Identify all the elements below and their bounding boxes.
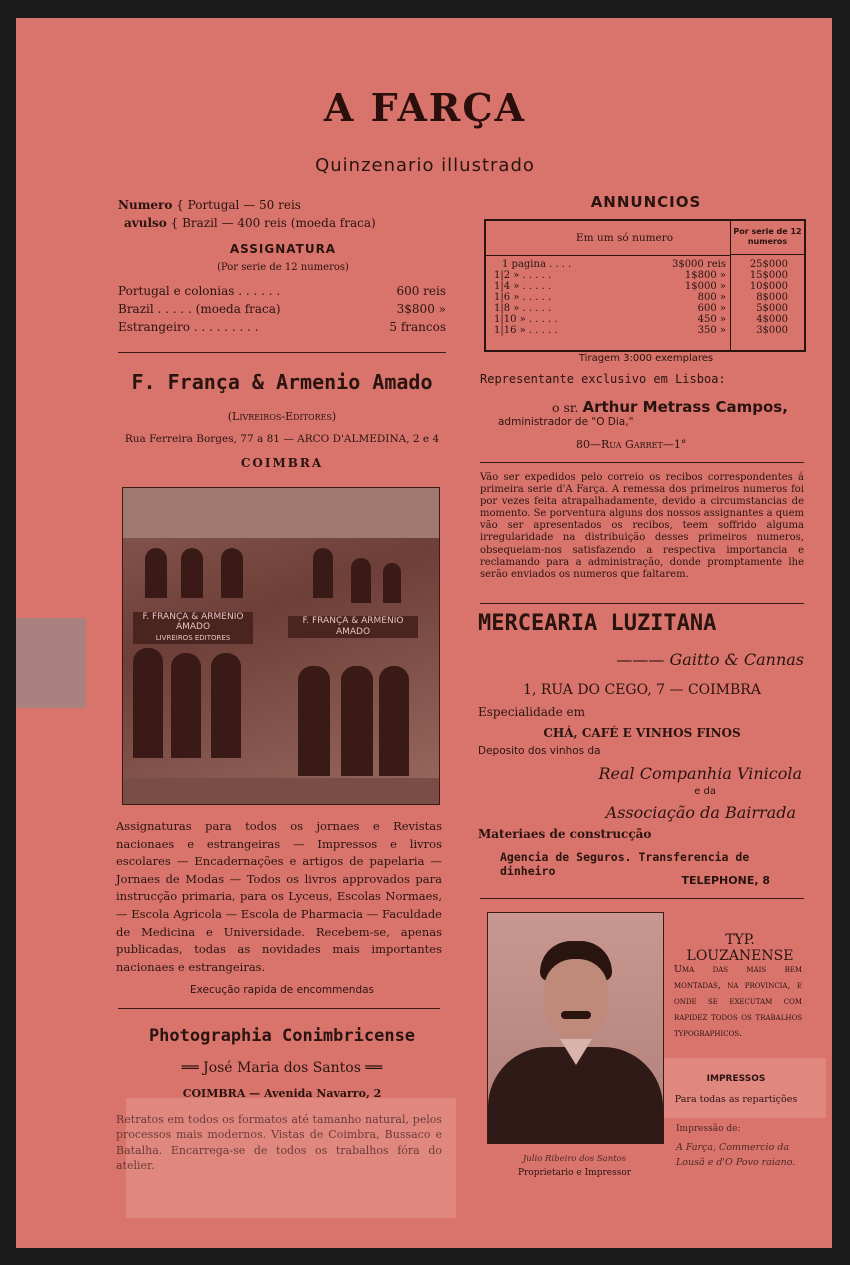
photo-sign: F. FRANÇA & ARMENIO AMADO [133,612,253,632]
mercearia-owners [560,650,804,669]
mercearia-esp: Especialidade em [478,705,586,719]
page-title: A FARÇA [323,85,527,130]
cell-size: 1|2 » . . . . . [494,270,552,281]
table-row [486,303,804,314]
photo-street [123,778,439,804]
paper-stain [656,1058,826,1118]
assignatura-row [118,284,446,298]
divider [480,603,804,604]
photo-window [145,548,167,598]
photo-arch [298,666,330,776]
photo-arch [379,666,409,776]
photographia-owner [118,1060,446,1076]
portrait-caption-role: Proprietario e Impressor [517,1168,632,1178]
owners: Gaitto & Cannas [669,650,804,669]
photo-window [351,558,371,603]
mercearia-materiaes: Materiaes de construcção [478,827,652,841]
franca-services-text: Assignaturas para todos os jornaes e Revistas nacionaes e estrangeiras — Impressos e livros escolares — Encadernações e artigos de papelaria — Jornaes de Modas — Todos os livros approvados para instrucção primaria, para os Lyceus, Escolas Normaes, — Escola Agricola — Escola de Pharmacia — Faculdade de Medicina e Universidade. Recebem-se, apenas publicadas, todas as novidades mais importantes nacionaes e estrangeiras. [116,819,442,974]
row-value: 600 reis [396,284,446,298]
mercearia-assoc: Associação da Bairrada [605,803,796,822]
rep-prefix: o sr. [552,400,579,415]
table-row [486,292,804,303]
cell-size: 1|8 » . . . . . [494,303,552,314]
cell-size: 1|16 » . . . . . [494,325,558,336]
cell-serie: 5$000 [756,303,788,314]
deco-rule: ══ [181,1060,204,1076]
assignatura-row [118,320,446,334]
mercearia-tel: TELEPHONE, 8 [681,874,770,887]
row-label: Estrangeiro . . . . . . . . . [118,320,259,334]
table-row [486,325,804,336]
annuncios-heading: ANNUNCIOS [590,193,702,211]
page-subtitle: Quinzenario illustrado [315,155,535,176]
photo-window [383,563,401,603]
typ-imp-de: Impressão de: [676,1124,741,1134]
cell-one: 600 » [697,303,726,314]
portrait-moustache [561,1011,591,1019]
table-head-left [486,221,731,256]
cell-one: 800 » [697,292,726,303]
divider [118,1008,440,1009]
col-header: Em um só numero [576,232,674,244]
mercearia-name: MERCEARIA LUZITANA [478,611,717,636]
photo-window [181,548,203,598]
cell-one: 1$000 » [684,281,726,292]
cell-size: 1|6 » . . . . . [494,292,552,303]
table-body [486,259,804,336]
numero-brazil: Brazil — 400 reis (moeda fraca) [182,216,376,230]
photographia-text: Retratos em todos os formatos até tamanho natural, pelos processos mais modernos. Vistas de Coimbra, Bussaco e Batalha. Encarrega-se de todos os trabalhos fóra do atelier. [116,1113,442,1172]
divider [480,462,804,463]
typ-name: TYP. LOUZANENSE [686,932,794,964]
photo-arch [133,648,163,758]
table-row [486,259,804,270]
photo-arch [341,666,373,776]
row-value: 5 francos [389,320,446,334]
table-row [486,270,804,281]
cell-serie: 15$000 [749,270,788,281]
cell-one: 3$000 reis [671,259,726,270]
cell-serie: 3$000 [756,325,788,336]
photo-arch [211,653,241,758]
annuncios-table [484,219,806,352]
rep-name: Arthur Metrass Campos, [582,398,788,416]
numero-label: Numero [118,198,173,212]
row-label: Portugal e colonias . . . . . . [118,284,281,298]
representante-line2 [552,398,812,416]
aviso-text: Vão ser expedidos pelo correio os recibos correspondentes á primeira serie d'A Farça. A remessa dos primeiros numeros foi por vezes feita atrapalhadamente, devido a circumstancias de momento. Se porventura alguns dos nossos assignantes a quem vão ser apresentados os recibos, teem soffrido alguma irregularidade na distribuição desses primeiros numeros, obsequeiam-nos satisfazendo a respectiva importancia e reclamando para a administração, donde promptamente lhe serão enviados os numeros que faltarem. [480,472,804,580]
paper-tear [16,618,86,708]
deco-rule: ══ [360,1060,383,1076]
row-value: 3$800 » [396,302,446,316]
bookshop-photo [122,487,440,805]
franca-name: F. França & Armenio Amado [131,370,433,394]
portrait-photo [487,912,664,1144]
table-row [486,314,804,325]
franca-role: (Livreiros-Editores) [227,410,337,423]
photo-sky [123,488,439,538]
avulso-label: avulso [124,216,167,230]
photo-sign: LIVREIROS EDITORES [133,632,253,644]
owner-name: José Maria dos Santos [203,1060,361,1076]
mercearia-agencia: Agencia de Seguros. Transferencia de dinheiro [500,850,750,878]
representante-address: 80—Rua Garret—1° [576,438,687,451]
cell-serie: 25$000 [749,259,788,270]
divider [480,898,804,899]
cell-one: 450 » [697,314,726,325]
portrait-face [544,959,608,1037]
photographia-name: Photographia Conimbricense [148,1026,416,1046]
cell-size: 1|10 » . . . . . [494,314,558,325]
assignatura-list [118,284,446,334]
cell-size: 1 pagina . . . . [502,259,572,270]
representante-line3: administrador de "O Dia," [498,416,634,428]
photographia-address: COIMBRA — Avenida Navarro, 2 [182,1087,382,1100]
representante-line1: Representante exclusivo em Lisboa: [480,372,726,386]
mercearia-address: 1, RUA DO CEGO, 7 — COIMBRA [523,682,761,698]
assignatura-row [118,302,446,316]
photo-sign: F. FRANÇA & ARMENIO AMADO [288,616,418,638]
numero-avulso: Numero { Portugal — 50 reis avulso { Brazil — 400 reis (moeda fraca) [118,198,376,230]
cell-serie: 8$000 [756,292,788,303]
photo-window [221,548,243,598]
divider [118,352,446,353]
row-label: Brazil . . . . . (moeda fraca) [118,302,281,316]
mercearia-eda: e da [694,786,716,797]
franca-address: Rua Ferreira Borges, 77 a 81 — ARCO D'ALMEDINA, 2 e 4 [124,433,440,445]
franca-city: COIMBRA [240,456,324,470]
assignatura-heading: ASSIGNATURA [229,242,337,256]
portrait-caption-name: Julio Ribeiro dos Santos [522,1154,627,1164]
deco-rule: ——— [616,650,670,669]
table-row [486,281,804,292]
cell-serie: 4$000 [756,314,788,325]
cell-one: 1$800 » [684,270,726,281]
cell-size: 1|4 » . . . . . [494,281,552,292]
mercearia-real: Real Companhia Vinicola [598,764,802,783]
typ-impressos: IMPRESSOS [706,1074,766,1084]
photo-window [313,548,333,598]
typ-para: Para todas as repartições [674,1094,798,1105]
mercearia-cha: CHÁ, CAFÉ E VINHOS FINOS [543,726,741,740]
typ-works: A Farça, Commercio da Lousã e d'O Povo raiano. [676,1142,796,1168]
cell-one: 350 » [697,325,726,336]
col-header: Por serie de 12 numeros [731,221,804,255]
cell-serie: 10$000 [749,281,788,292]
tiragem: Tiragem 3:000 exemplares [578,353,714,364]
typ-text: Uma das mais bem montadas, na provincia, e onde se executam com rapidez todos os trabalhos typographicos. [674,964,802,1039]
photo-arch [171,653,201,758]
numero-portugal: Portugal — 50 reis [187,198,301,212]
mercearia-deposito: Deposito dos vinhos da [478,745,601,757]
franca-footer: Execução rapida de encommendas [189,984,375,996]
assignatura-sub: (Por serie de 12 numeros) [217,262,349,273]
